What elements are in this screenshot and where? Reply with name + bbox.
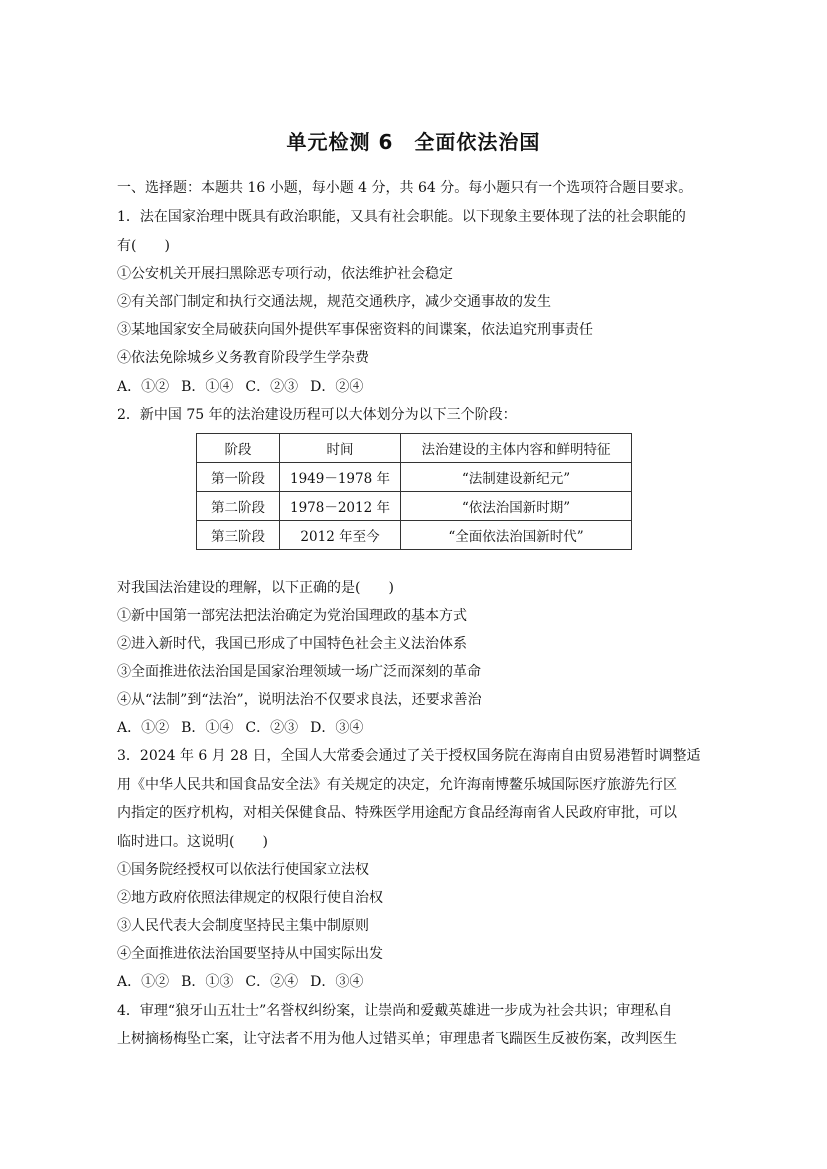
q2-option-a: A．①② (117, 720, 170, 736)
table-header: 时间 (280, 434, 401, 463)
table-cell: 1949－1978 年 (280, 463, 401, 492)
stages-table (196, 433, 632, 550)
q1-stem-line1: 1．法在国家治理中既具有政治职能，又具有社会职能。以下现象主要体现了法的社会职能的 (117, 209, 686, 225)
q3-stem-line2: 用《中华人民共和国食品安全法》有关规定的决定，允许海南博鳌乐城国际医疗旅游先行区 (117, 777, 677, 793)
table-cell: 2012 年至今 (280, 521, 401, 550)
q1-option-b: B．①④ (181, 379, 234, 395)
q3-option-b: B．①③ (181, 974, 234, 990)
q3-option-a: A．①② (117, 974, 170, 990)
q3-item-1: ①国务院经授权可以依法行使国家立法权 (117, 862, 369, 878)
table-cell: “法制建设新纪元” (401, 463, 632, 492)
q2-option-c: C．②③ (245, 720, 299, 736)
q3-stem-line3: 内指定的医疗机构，对相关保健食品、特殊医学用途配方食品经海南省人民政府审批，可以 (117, 805, 677, 821)
table-cell: 第三阶段 (197, 521, 280, 550)
q4-stem-line1: 4．审理“狼牙山五壮士”名誉权纠纷案，让崇尚和爱戴英雄进一步成为社会共识；审理私自 (117, 1003, 673, 1019)
q3-options (117, 972, 375, 992)
q2-item-3: ③全面推进依法治国是国家治理领域一场广泛而深刻的革命 (117, 664, 481, 680)
q2-option-d: D．③④ (310, 720, 364, 736)
q2-item-2: ②进入新时代，我国已形成了中国特色社会主义法治体系 (117, 636, 467, 652)
q2-stem: 2．新中国 75 年的法治建设历程可以大体划分为以下三个阶段： (117, 407, 517, 423)
q1-item-3: ③某地国家安全局破获向国外提供军事保密资料的间谍案，依法追究刑事责任 (117, 322, 593, 338)
q2-question: 对我国法治建设的理解，以下正确的是( ) (117, 580, 394, 596)
q4-stem-line2: 上树摘杨梅坠亡案，让守法者不用为他人过错买单；审理患者飞踹医生反被伤案，改判医生 (117, 1031, 677, 1047)
table-header-row (197, 434, 632, 463)
q3-item-3: ③人民代表大会制度坚持民主集中制原则 (117, 918, 369, 934)
table-cell: “全面依法治国新时代” (401, 521, 632, 550)
q2-options (117, 718, 375, 738)
section-header: 一、选择题：本题共 16 小题，每小题 4 分，共 64 分。每小题只有一个选项符合题目要求。 (117, 180, 693, 196)
table-cell: “依法治国新时期” (401, 492, 632, 521)
q1-options (117, 377, 375, 397)
table-header: 法治建设的主体内容和鲜明特征 (401, 434, 632, 463)
q3-option-d: D．③④ (310, 974, 364, 990)
q2-item-4: ④从“法制”到“法治”，说明法治不仅要求良法，还要求善治 (117, 692, 482, 708)
table-row (197, 521, 632, 550)
q1-item-2: ②有关部门制定和执行交通法规，规范交通秩序，减少交通事故的发生 (117, 294, 551, 310)
table-cell: 1978－2012 年 (280, 492, 401, 521)
table-cell: 第二阶段 (197, 492, 280, 521)
q1-stem-line2: 有( ) (117, 238, 170, 254)
q1-item-1: ①公安机关开展扫黑除恶专项行动，依法维护社会稳定 (117, 266, 453, 282)
q1-item-4: ④依法免除城乡义务教育阶段学生学杂费 (117, 350, 369, 366)
q3-option-c: C．②④ (245, 974, 299, 990)
q3-stem-line1: 3．2024 年 6 月 28 日，全国人大常委会通过了关于授权国务院在海南自由贸易港暂时调整适 (117, 748, 701, 764)
q3-stem-line4: 临时进口。这说明( ) (117, 834, 268, 850)
q1-option-c: C．②③ (245, 379, 299, 395)
page-title: 单元检测 6 全面依法治国 (286, 130, 541, 154)
table-row (197, 463, 632, 492)
q1-option-a: A．①② (117, 379, 170, 395)
table-row (197, 492, 632, 521)
table-cell: 第一阶段 (197, 463, 280, 492)
q2-item-1: ①新中国第一部宪法把法治确定为党治国理政的基本方式 (117, 608, 467, 624)
q2-option-b: B．①④ (181, 720, 234, 736)
q1-option-d: D．②④ (310, 379, 364, 395)
q3-item-4: ④全面推进依法治国要坚持从中国实际出发 (117, 946, 383, 962)
q3-item-2: ②地方政府依照法律规定的权限行使自治权 (117, 890, 383, 906)
table-header: 阶段 (197, 434, 280, 463)
